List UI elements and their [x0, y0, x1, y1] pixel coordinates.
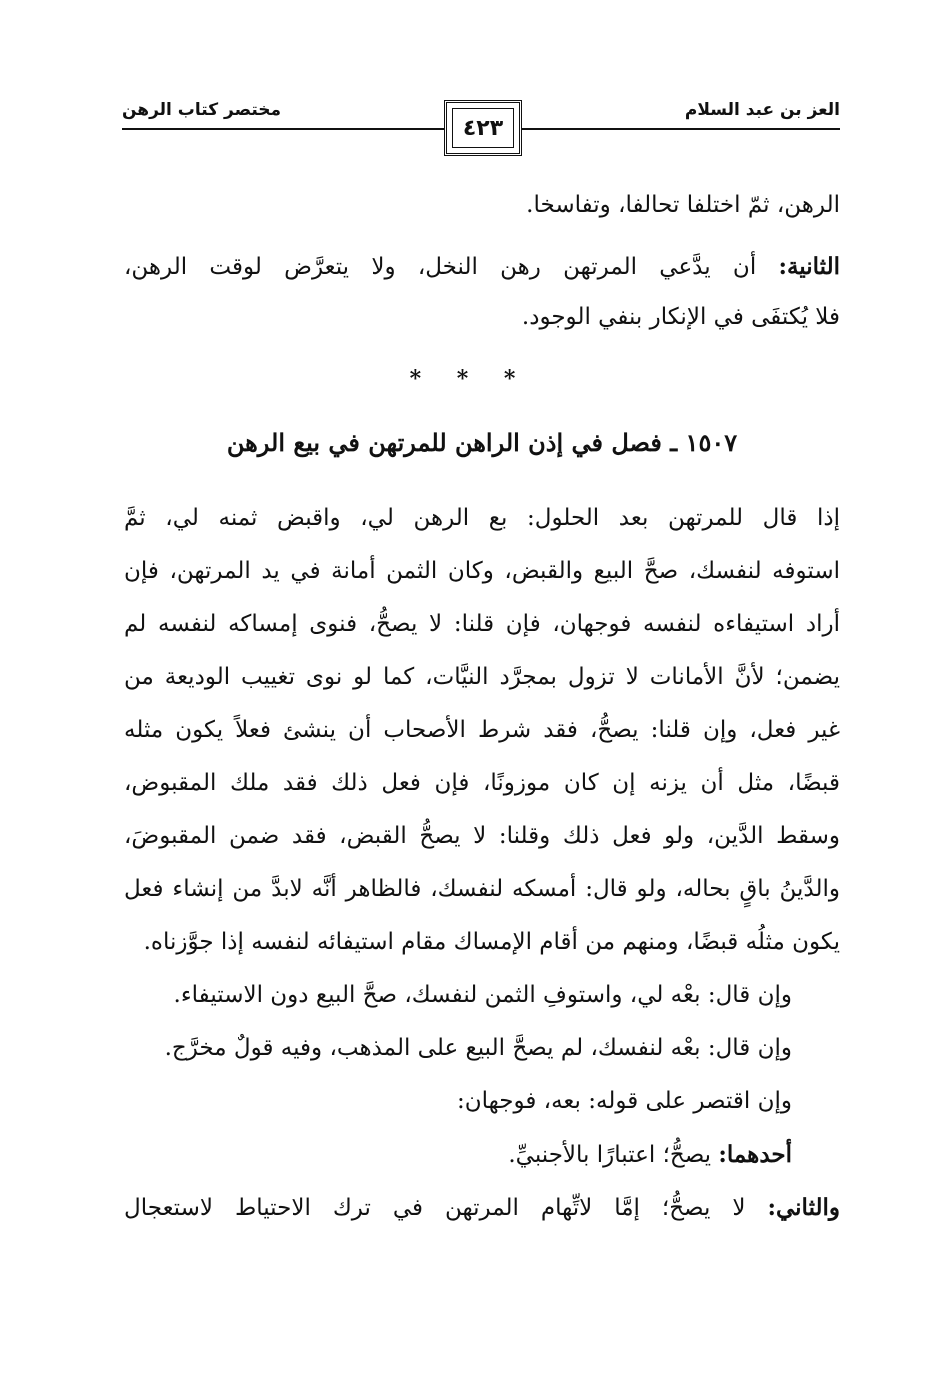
section-heading: ١٥٠٧ ـ فصل في إذن الراهن للمرتهن في بيع الرهن: [226, 428, 738, 457]
text-line: والدَّينُ باقٍ بحاله، ولو قال: أمسكه لنفسك، فالظاهر أنَّه لابدَّ من إنشاء فعل: [124, 876, 840, 902]
text-line: إذا قال للمرتهن بعد الحلول: بع الرهن لي، واقبض ثمنه لي، ثمَّ: [124, 505, 840, 531]
text-line: الرهن، ثمّ اختلفا تحالفا، وتفاسخا.: [526, 192, 840, 218]
first-opinion-label: أحدهما:: [718, 1141, 792, 1168]
text-line: قبضًا، مثل أن يزنه إن كان موزونًا، فإن فعل ذلك فقد ملك المقبوض،: [124, 770, 840, 796]
second-opinion-label: والثاني:: [767, 1194, 840, 1221]
page-number: ٤٢٣: [452, 108, 514, 148]
text-line: [124, 1128, 840, 1181]
section-separator: * * *: [409, 366, 530, 392]
text-line: استوفه لنفسك، صحَّ البيع والقبض، وكان الثمن أمانة في يد المرتهن، فإن: [124, 558, 840, 584]
header-author: العز بن عبد السلام: [684, 100, 840, 120]
page-header: [122, 96, 840, 166]
text-line: يكون مثلُه قبضًا، ومنهم من أقام الإمساك مقام استيفائه لنفسه إذا جوَّزناه.: [143, 929, 840, 955]
second-case-text: أن يدَّعي المرتهن رهن النخل، ولا يتعرَّض لوقت الرهن،: [124, 254, 757, 280]
text-line: غير فعل، وإن قلنا: يصحُّ، فقد شرط الأصحاب أن ينشئ فعلاً يكون مثله: [124, 717, 840, 743]
second-case-label: الثانية:: [778, 253, 840, 280]
text-line: وإن قال: بعْه لنفسك، لم يصحَّ البيع على المذهب، وفيه قولٌ مخرَّج.: [164, 1035, 792, 1061]
opening-text: [124, 180, 840, 342]
section-body: [124, 492, 840, 1234]
first-opinion-text: يصحُّ؛ اعتبارًا بالأجنبيِّ.: [508, 1142, 712, 1168]
text-line: يضمن؛ لأنَّ الأمانات لا تزول بمجرَّد النيَّات، كما لو نوى تغييب الوديعة من: [124, 664, 840, 690]
text-line: وإن قال: بعْه لي، واستوفِ الثمن لنفسك، صحَّ البيع دون الاستيفاء.: [173, 982, 792, 1008]
header-book-title: مختصر كتاب الرهن: [122, 100, 282, 120]
page-number-frame: [444, 100, 522, 156]
text-line: [124, 1181, 840, 1234]
text-line: فلا يُكتفَى في الإنكار بنفي الوجود.: [521, 304, 840, 330]
text-line: أراد استيفاءه لنفسه فوجهان، فإن قلنا: لا يصحُّ، فنوى إمساكه لنفسه لم: [124, 611, 840, 637]
second-opinion-text: لا يصحُّ؛ إمَّا لاتِّهام المرتهن في ترك الاحتياط لاستعجال: [124, 1195, 746, 1221]
text-line: وسقط الدَّين، ولو فعل ذلك وقلنا: لا يصحُّ القبض، فقد ضمن المقبوضَ،: [124, 823, 840, 849]
text-line: [124, 242, 840, 292]
text-line: وإن اقتصر على قوله: بعه، فوجهان:: [457, 1088, 792, 1114]
